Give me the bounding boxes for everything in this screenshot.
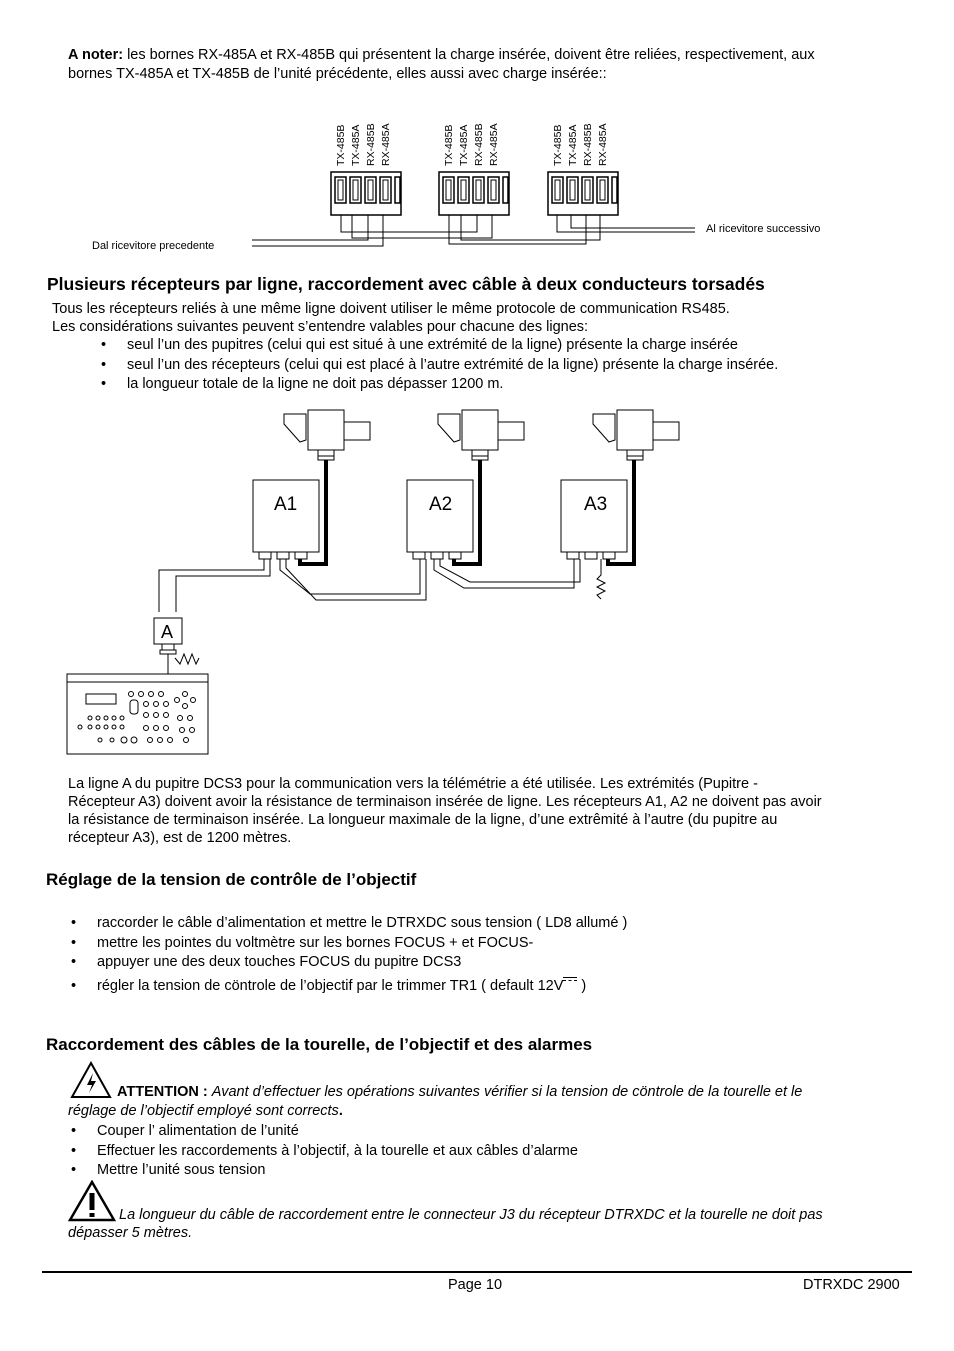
warning-text-2: dépasser 5 mètres. [68, 1225, 193, 1241]
section1-title: Plusieurs récepteurs par ligne, raccordement avec câble à deux conducteurs torsadés [47, 274, 765, 294]
electric-warning-icon [70, 1061, 112, 1099]
terminator-resistor [597, 559, 605, 599]
footer-model: DTRXDC 2900 [803, 1277, 900, 1293]
attention-label: ATTENTION : [117, 1084, 208, 1100]
terminal-label: TX-485B [335, 124, 347, 166]
note-line-2: bornes TX-485A et TX-485B de l’unité précédente, elles aussi avec charge insérée:: [68, 66, 607, 82]
terminal-label: RX-485B [365, 123, 377, 166]
attention-text: Avant d’effectuer les opérations suivantes vérifier si la tension de cöntrole de la tourelle et le [211, 1084, 803, 1100]
attention-line [117, 1083, 802, 1101]
paragraph-line: la résistance de terminaison insérée. La longueur maximale de la ligne, d’une extrêmité à l’autre (du pupitre au [68, 812, 778, 828]
line-a-label: A [161, 622, 174, 642]
list-item: • mettre les pointes du voltmètre sur les bornes FOCUS + et FOCUS- [97, 934, 627, 954]
terminal-label: TX-485B [443, 124, 455, 166]
section2-title: Réglage de la tension de contrôle de l’objectif [46, 870, 417, 889]
warning-text: La longueur du câble de raccordement entre le connecteur J3 du récepteur DTRXDC et la tourelle ne doit pas [119, 1207, 823, 1223]
terminal-label: RX-485B [473, 123, 485, 166]
receiver-box [253, 480, 319, 552]
terminator-resistor [175, 654, 199, 664]
section2-bullets [97, 914, 627, 996]
footer-page: Page 10 [448, 1277, 503, 1293]
terminal-label: TX-485A [350, 124, 362, 166]
terminal-label: TX-485B [552, 124, 564, 166]
list-item: • seul l’un des pupitres (celui qui est situé à une extrémité de la ligne) présente la charge insérée [127, 336, 778, 356]
attention-line-2: réglage de l’objectif employé sont corrects. [68, 1103, 343, 1119]
camera-icon [593, 410, 679, 460]
list-item: • appuyer une des deux touches FOCUS du pupitre DCS3 [97, 953, 627, 973]
wiring-right-label: Al ricevitore successivo [706, 223, 821, 235]
receiver-box [407, 480, 473, 552]
keyboard-icon [67, 674, 208, 754]
receiver-label: A3 [584, 494, 608, 515]
list-item: • régler la tension de cöntrole de l’objectif par le trimmer TR1 ( default 12V ) [97, 977, 627, 997]
terminal-block [439, 123, 509, 215]
list-item: • seul l’un des récepteurs (celui qui est placé à l’autre extrémité de la ligne) présente la charge insérée. [127, 356, 778, 376]
list-item: • Effectuer les raccordements à l’objectif, à la tourelle et aux câbles d’alarme [97, 1142, 578, 1162]
list-item: • raccorder le câble d’alimentation et mettre le DTRXDC sous tension ( LD8 allumé ) [97, 914, 627, 934]
section3-title: Raccordement des câbles de la tourelle, de l’objectif et des alarmes [46, 1035, 593, 1054]
section1-bullets [127, 336, 778, 395]
section3-bullets [97, 1122, 578, 1181]
list-item: • Couper l’ alimentation de l’unité [97, 1122, 578, 1142]
warning-icon [68, 1180, 116, 1222]
terminal-label: TX-485A [458, 124, 470, 166]
list-item: • Mettre l’unité sous tension [97, 1161, 578, 1181]
receiver-label: A2 [429, 494, 453, 515]
section1-line1: Tous les récepteurs reliés à une même ligne doivent utiliser le même protocole de communication RS485. [52, 301, 730, 317]
dc-symbol-icon [563, 977, 577, 986]
system-diagram [0, 400, 954, 765]
camera-icon [438, 410, 524, 460]
terminal-block [548, 123, 618, 215]
terminal-block [331, 123, 401, 215]
terminal-label: RX-485B [582, 123, 594, 166]
note-line-1 [68, 46, 815, 64]
receiver-box [561, 480, 627, 552]
paragraph-line: Récepteur A3) doivent avoir la résistance de terminaison insérée de ligne. Les récepteurs A1, A2 ne doivent pas avoir [68, 794, 822, 810]
footer-rule [42, 1271, 912, 1273]
list-item: • la longueur totale de la ligne ne doit pas dépasser 1200 m. [127, 375, 778, 395]
paragraph-line: La ligne A du pupitre DCS3 pour la communication vers la télémétrie a été utilisée. Les extrémités (Pupitre - [68, 776, 758, 792]
terminal-label: RX-485A [488, 123, 500, 166]
camera-icon [284, 410, 370, 460]
terminal-label: RX-485A [597, 123, 609, 166]
terminal-label: RX-485A [380, 123, 392, 166]
paragraph-line: récepteur A3), est de 1200 mètres. [68, 830, 292, 846]
note-label: A noter: [68, 47, 124, 63]
terminal-label: TX-485A [567, 124, 579, 166]
section1-line2: Les considérations suivantes peuvent s’entendre valables pour chacune des lignes: [52, 319, 589, 335]
receiver-label: A1 [274, 494, 298, 515]
wiring-left-label: Dal ricevitore precedente [92, 240, 215, 252]
note-text: les bornes RX-485A et RX-485B qui présentent la charge insérée, doivent être reliées, respectivement, aux [127, 47, 815, 63]
wiring-diagram [0, 100, 954, 260]
